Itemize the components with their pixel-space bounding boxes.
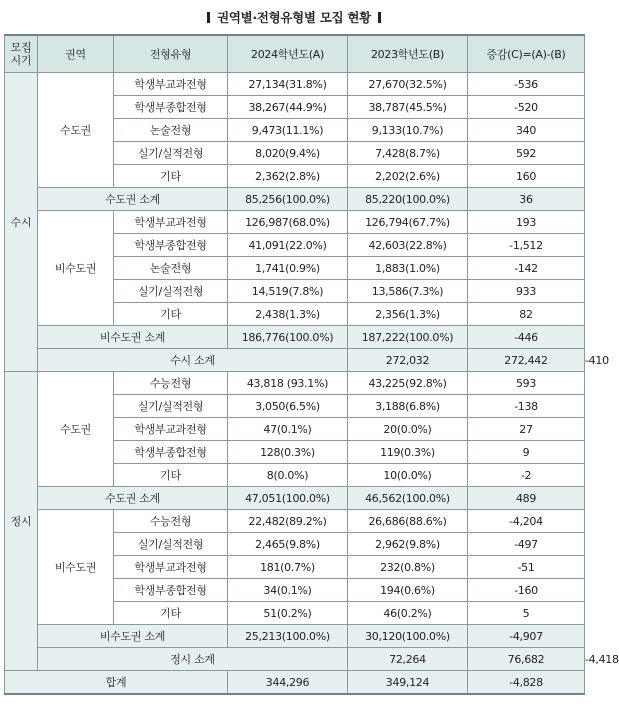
value-cell: 2,202(2.6%) <box>348 165 468 188</box>
table-body <box>5 73 619 695</box>
grand-total-row <box>5 671 585 695</box>
value-cell: -520 <box>468 96 585 119</box>
value-cell: 1,741(0.9%) <box>228 257 348 280</box>
type-cell: 학생부종합전형 <box>114 96 228 119</box>
section-total-value: 72,264 <box>348 648 468 671</box>
table-title-text: 권역별·전형유형별 모집 현황 <box>217 10 371 25</box>
section-total-row: 수시 소계 272,032 272,442 -410 <box>5 349 585 372</box>
value-cell: 14,519(7.8%) <box>228 280 348 303</box>
type-cell: 논술전형 <box>114 119 228 142</box>
subtotal-value: 186,776(100.0%) <box>228 326 348 349</box>
type-cell: 실기/실적전형 <box>114 533 228 556</box>
type-cell: 수능전형 <box>114 510 228 533</box>
section-total-label: 정시 소계 <box>38 648 348 671</box>
header-2023: 2023학년도(B) <box>348 35 468 73</box>
subtotal-label: 수도권 소계 <box>38 487 228 510</box>
header-period: 모집 시기 <box>5 35 38 73</box>
subtotal-value: 489 <box>468 487 585 510</box>
type-cell: 실기/실적전형 <box>114 280 228 303</box>
period-label: 수시 <box>5 73 38 372</box>
title-bar-left <box>207 12 210 23</box>
value-cell: 41,091(22.0%) <box>228 234 348 257</box>
region-label: 수도권 <box>38 372 114 487</box>
value-cell: 38,267(44.9%) <box>228 96 348 119</box>
value-cell: 119(0.3%) <box>348 441 468 464</box>
value-cell: 1,883(1.0%) <box>348 257 468 280</box>
grand-total-value: -4,828 <box>468 671 585 695</box>
value-cell: 9 <box>468 441 585 464</box>
value-cell: 193 <box>468 211 585 234</box>
section-total-label: 수시 소계 <box>38 349 348 372</box>
value-cell: 82 <box>468 303 585 326</box>
type-cell: 기타 <box>114 464 228 487</box>
value-cell: 26,686(88.6%) <box>348 510 468 533</box>
subtotal-label: 비수도권 소계 <box>38 326 228 349</box>
value-cell: 20(0.0%) <box>348 418 468 441</box>
region-label: 비수도권 <box>38 510 114 625</box>
subtotal-row <box>5 188 585 211</box>
value-cell: 27,134(31.8%) <box>228 73 348 96</box>
value-cell: -497 <box>468 533 585 556</box>
subtotal-value: -446 <box>468 326 585 349</box>
type-cell: 학생부교과전형 <box>114 556 228 579</box>
value-cell: 8,020(9.4%) <box>228 142 348 165</box>
value-cell: 3,050(6.5%) <box>228 395 348 418</box>
value-cell: 593 <box>468 372 585 395</box>
table-row <box>5 73 585 96</box>
subtotal-label: 비수도권 소계 <box>38 625 228 648</box>
value-cell: 9,473(11.1%) <box>228 119 348 142</box>
header-region: 권역 <box>38 35 114 73</box>
value-cell: 34(0.1%) <box>228 579 348 602</box>
value-cell: 2,362(2.8%) <box>228 165 348 188</box>
value-cell: 2,356(1.3%) <box>348 303 468 326</box>
subtotal-value: -4,907 <box>468 625 585 648</box>
subtotal-row <box>5 326 585 349</box>
value-cell: -51 <box>468 556 585 579</box>
value-cell: 38,787(45.5%) <box>348 96 468 119</box>
value-cell: 46(0.2%) <box>348 602 468 625</box>
type-cell: 학생부교과전형 <box>114 73 228 96</box>
type-cell: 기타 <box>114 303 228 326</box>
value-cell: -4,204 <box>468 510 585 533</box>
value-cell: 3,188(6.8%) <box>348 395 468 418</box>
subtotal-value: 85,256(100.0%) <box>228 188 348 211</box>
value-cell: 42,603(22.8%) <box>348 234 468 257</box>
header-change: 증감(C)=(A)-(B) <box>468 35 585 73</box>
table-row <box>5 211 585 234</box>
subtotal-value: 47,051(100.0%) <box>228 487 348 510</box>
subtotal-label: 수도권 소계 <box>38 188 228 211</box>
value-cell: 592 <box>468 142 585 165</box>
section-total-value: 76,682 <box>468 648 585 671</box>
type-cell: 학생부교과전형 <box>114 418 228 441</box>
type-cell: 기타 <box>114 165 228 188</box>
value-cell: -2 <box>468 464 585 487</box>
value-cell: -138 <box>468 395 585 418</box>
value-cell: -536 <box>468 73 585 96</box>
subtotal-value: 30,120(100.0%) <box>348 625 468 648</box>
value-cell: 5 <box>468 602 585 625</box>
value-cell: 13,586(7.3%) <box>348 280 468 303</box>
value-cell: 181(0.7%) <box>228 556 348 579</box>
type-cell: 실기/실적전형 <box>114 395 228 418</box>
period-label: 정시 <box>5 372 38 671</box>
section-total-value: 272,442 <box>468 349 585 372</box>
title-bar-right <box>378 12 381 23</box>
grand-total-value: 344,296 <box>228 671 348 695</box>
type-cell: 실기/실적전형 <box>114 142 228 165</box>
subtotal-value: 85,220(100.0%) <box>348 188 468 211</box>
type-cell: 학생부종합전형 <box>114 579 228 602</box>
type-cell: 학생부종합전형 <box>114 441 228 464</box>
value-cell: 126,794(67.7%) <box>348 211 468 234</box>
region-label: 수도권 <box>38 73 114 188</box>
recruitment-table <box>4 34 619 695</box>
value-cell: 22,482(89.2%) <box>228 510 348 533</box>
subtotal-value: 36 <box>468 188 585 211</box>
value-cell: 10(0.0%) <box>348 464 468 487</box>
value-cell: 43,225(92.8%) <box>348 372 468 395</box>
type-cell: 수능전형 <box>114 372 228 395</box>
region-label: 비수도권 <box>38 211 114 326</box>
header-row <box>5 35 585 73</box>
value-cell: 2,438(1.3%) <box>228 303 348 326</box>
header-2024: 2024학년도(A) <box>228 35 348 73</box>
value-cell: 47(0.1%) <box>228 418 348 441</box>
value-cell: 194(0.6%) <box>348 579 468 602</box>
subtotal-value: 25,213(100.0%) <box>228 625 348 648</box>
subtotal-value: 187,222(100.0%) <box>348 326 468 349</box>
table-row <box>5 372 585 395</box>
value-cell: 7,428(8.7%) <box>348 142 468 165</box>
grand-total-value: 349,124 <box>348 671 468 695</box>
value-cell: 232(0.8%) <box>348 556 468 579</box>
value-cell: 2,962(9.8%) <box>348 533 468 556</box>
subtotal-row <box>5 625 585 648</box>
subtotal-row <box>5 487 585 510</box>
table-row <box>5 510 585 533</box>
value-cell: 27 <box>468 418 585 441</box>
value-cell: 126,987(68.0%) <box>228 211 348 234</box>
value-cell: 43,818 (93.1%) <box>228 372 348 395</box>
type-cell: 학생부교과전형 <box>114 211 228 234</box>
value-cell: -1,512 <box>468 234 585 257</box>
value-cell: 51(0.2%) <box>228 602 348 625</box>
value-cell: 9,133(10.7%) <box>348 119 468 142</box>
grand-total-label: 합계 <box>5 671 228 695</box>
value-cell: 340 <box>468 119 585 142</box>
value-cell: 2,465(9.8%) <box>228 533 348 556</box>
section-total-value: 272,032 <box>348 349 468 372</box>
value-cell: 933 <box>468 280 585 303</box>
value-cell: 160 <box>468 165 585 188</box>
section-total-row: 정시 소계 72,264 76,682 -4,418 <box>5 648 585 671</box>
type-cell: 학생부종합전형 <box>114 234 228 257</box>
value-cell: -142 <box>468 257 585 280</box>
subtotal-value: 46,562(100.0%) <box>348 487 468 510</box>
type-cell: 기타 <box>114 602 228 625</box>
value-cell: 8(0.0%) <box>228 464 348 487</box>
table-title <box>0 0 588 34</box>
value-cell: 27,670(32.5%) <box>348 73 468 96</box>
value-cell: 128(0.3%) <box>228 441 348 464</box>
value-cell: -160 <box>468 579 585 602</box>
type-cell: 논술전형 <box>114 257 228 280</box>
header-type: 전형유형 <box>114 35 228 73</box>
